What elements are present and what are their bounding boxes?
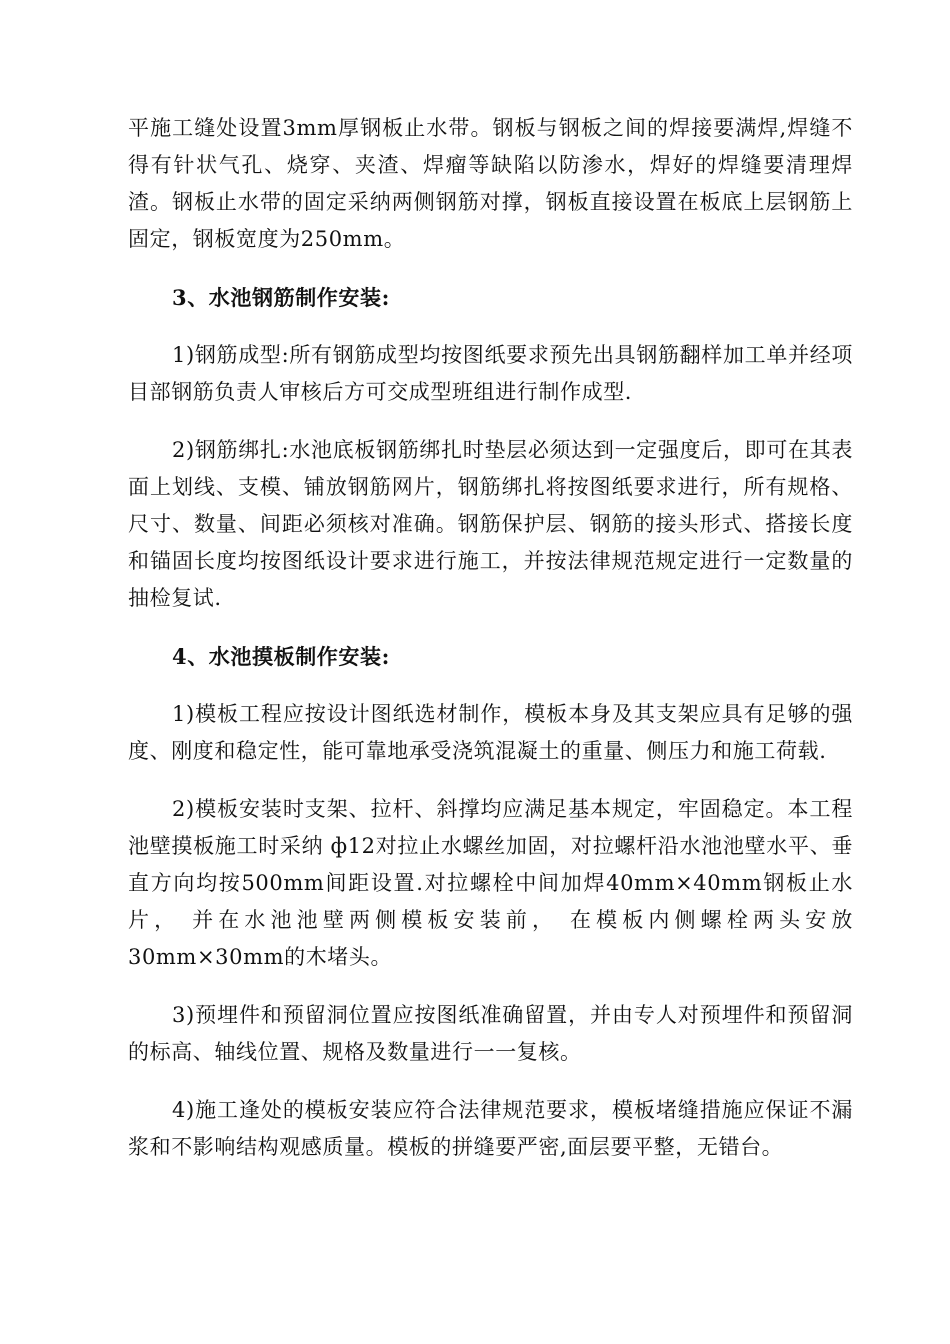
section-heading-rebar: 3、水池钢筋制作安装:: [172, 285, 390, 310]
document-body: [128, 110, 853, 1187]
paragraph-formwork-material: 1)模板工程应按设计图纸选材制作，模板本身及其支架应具有足够的强度、刚度和稳定性，能可靠地承受浇筑混凝土的重量、侧压力和施工荷载.: [128, 702, 853, 763]
paragraph-embedded-parts: 3)预埋件和预留洞位置应按图纸准确留置，并由专人对预埋件和预留洞的标高、轴线位置、规格及数量进行一一复核。: [128, 1003, 853, 1064]
paragraph-waterstop: 平施工缝处设置3mm厚钢板止水带。钢板与钢板之间的焊接要满焊,焊缝不得有针状气孔、烧穿、夹渣、焊瘤等缺陷以防渗水，焊好的焊缝要清理焊渣。钢板止水带的固定采纳两侧钢筋对撑，钢板直接设置在板底上层钢筋上固定，钢板宽度为250mm。: [128, 116, 853, 251]
paragraph-rebar-binding: 2)钢筋绑扎:水池底板钢筋绑扎时垫层必须达到一定强度后，即可在其表面上划线、支模、铺放钢筋网片，钢筋绑扎将按图纸要求进行，所有规格、尺寸、数量、间距必须核对准确。钢筋保护层、钢筋的接头形式、搭接长度和锚固长度均按图纸设计要求进行施工，并按法律规范规定进行一定数量的抽检复试.: [128, 438, 853, 610]
section-heading-formwork: 4、水池摸板制作安装:: [172, 644, 390, 669]
paragraph-joint-formwork: 4)施工逢处的模板安装应符合法律规范要求，模板堵缝措施应保证不漏浆和不影响结构观感质量。模板的拼缝要严密,面层要平整，无错台。: [128, 1098, 853, 1159]
paragraph-rebar-forming: 1)钢筋成型:所有钢筋成型均按图纸要求预先出具钢筋翻样加工单并经项目部钢筋负责人审核后方可交成型班组进行制作成型.: [128, 343, 853, 404]
paragraph-formwork-install: 2)模板安装时支架、拉杆、斜撑均应满足基本规定，牢固稳定。本工程池壁摸板施工时采纳 ф12对拉止水螺丝加固，对拉螺杆沿水池池壁水平、垂直方向均按500mm间距设置.对拉螺栓中间加焊40mm×40mm钢板止水片， 并在水池池壁两侧模板安装前， 在模板内侧螺栓两头安放30mm×30mm的木堵头。: [128, 797, 853, 969]
